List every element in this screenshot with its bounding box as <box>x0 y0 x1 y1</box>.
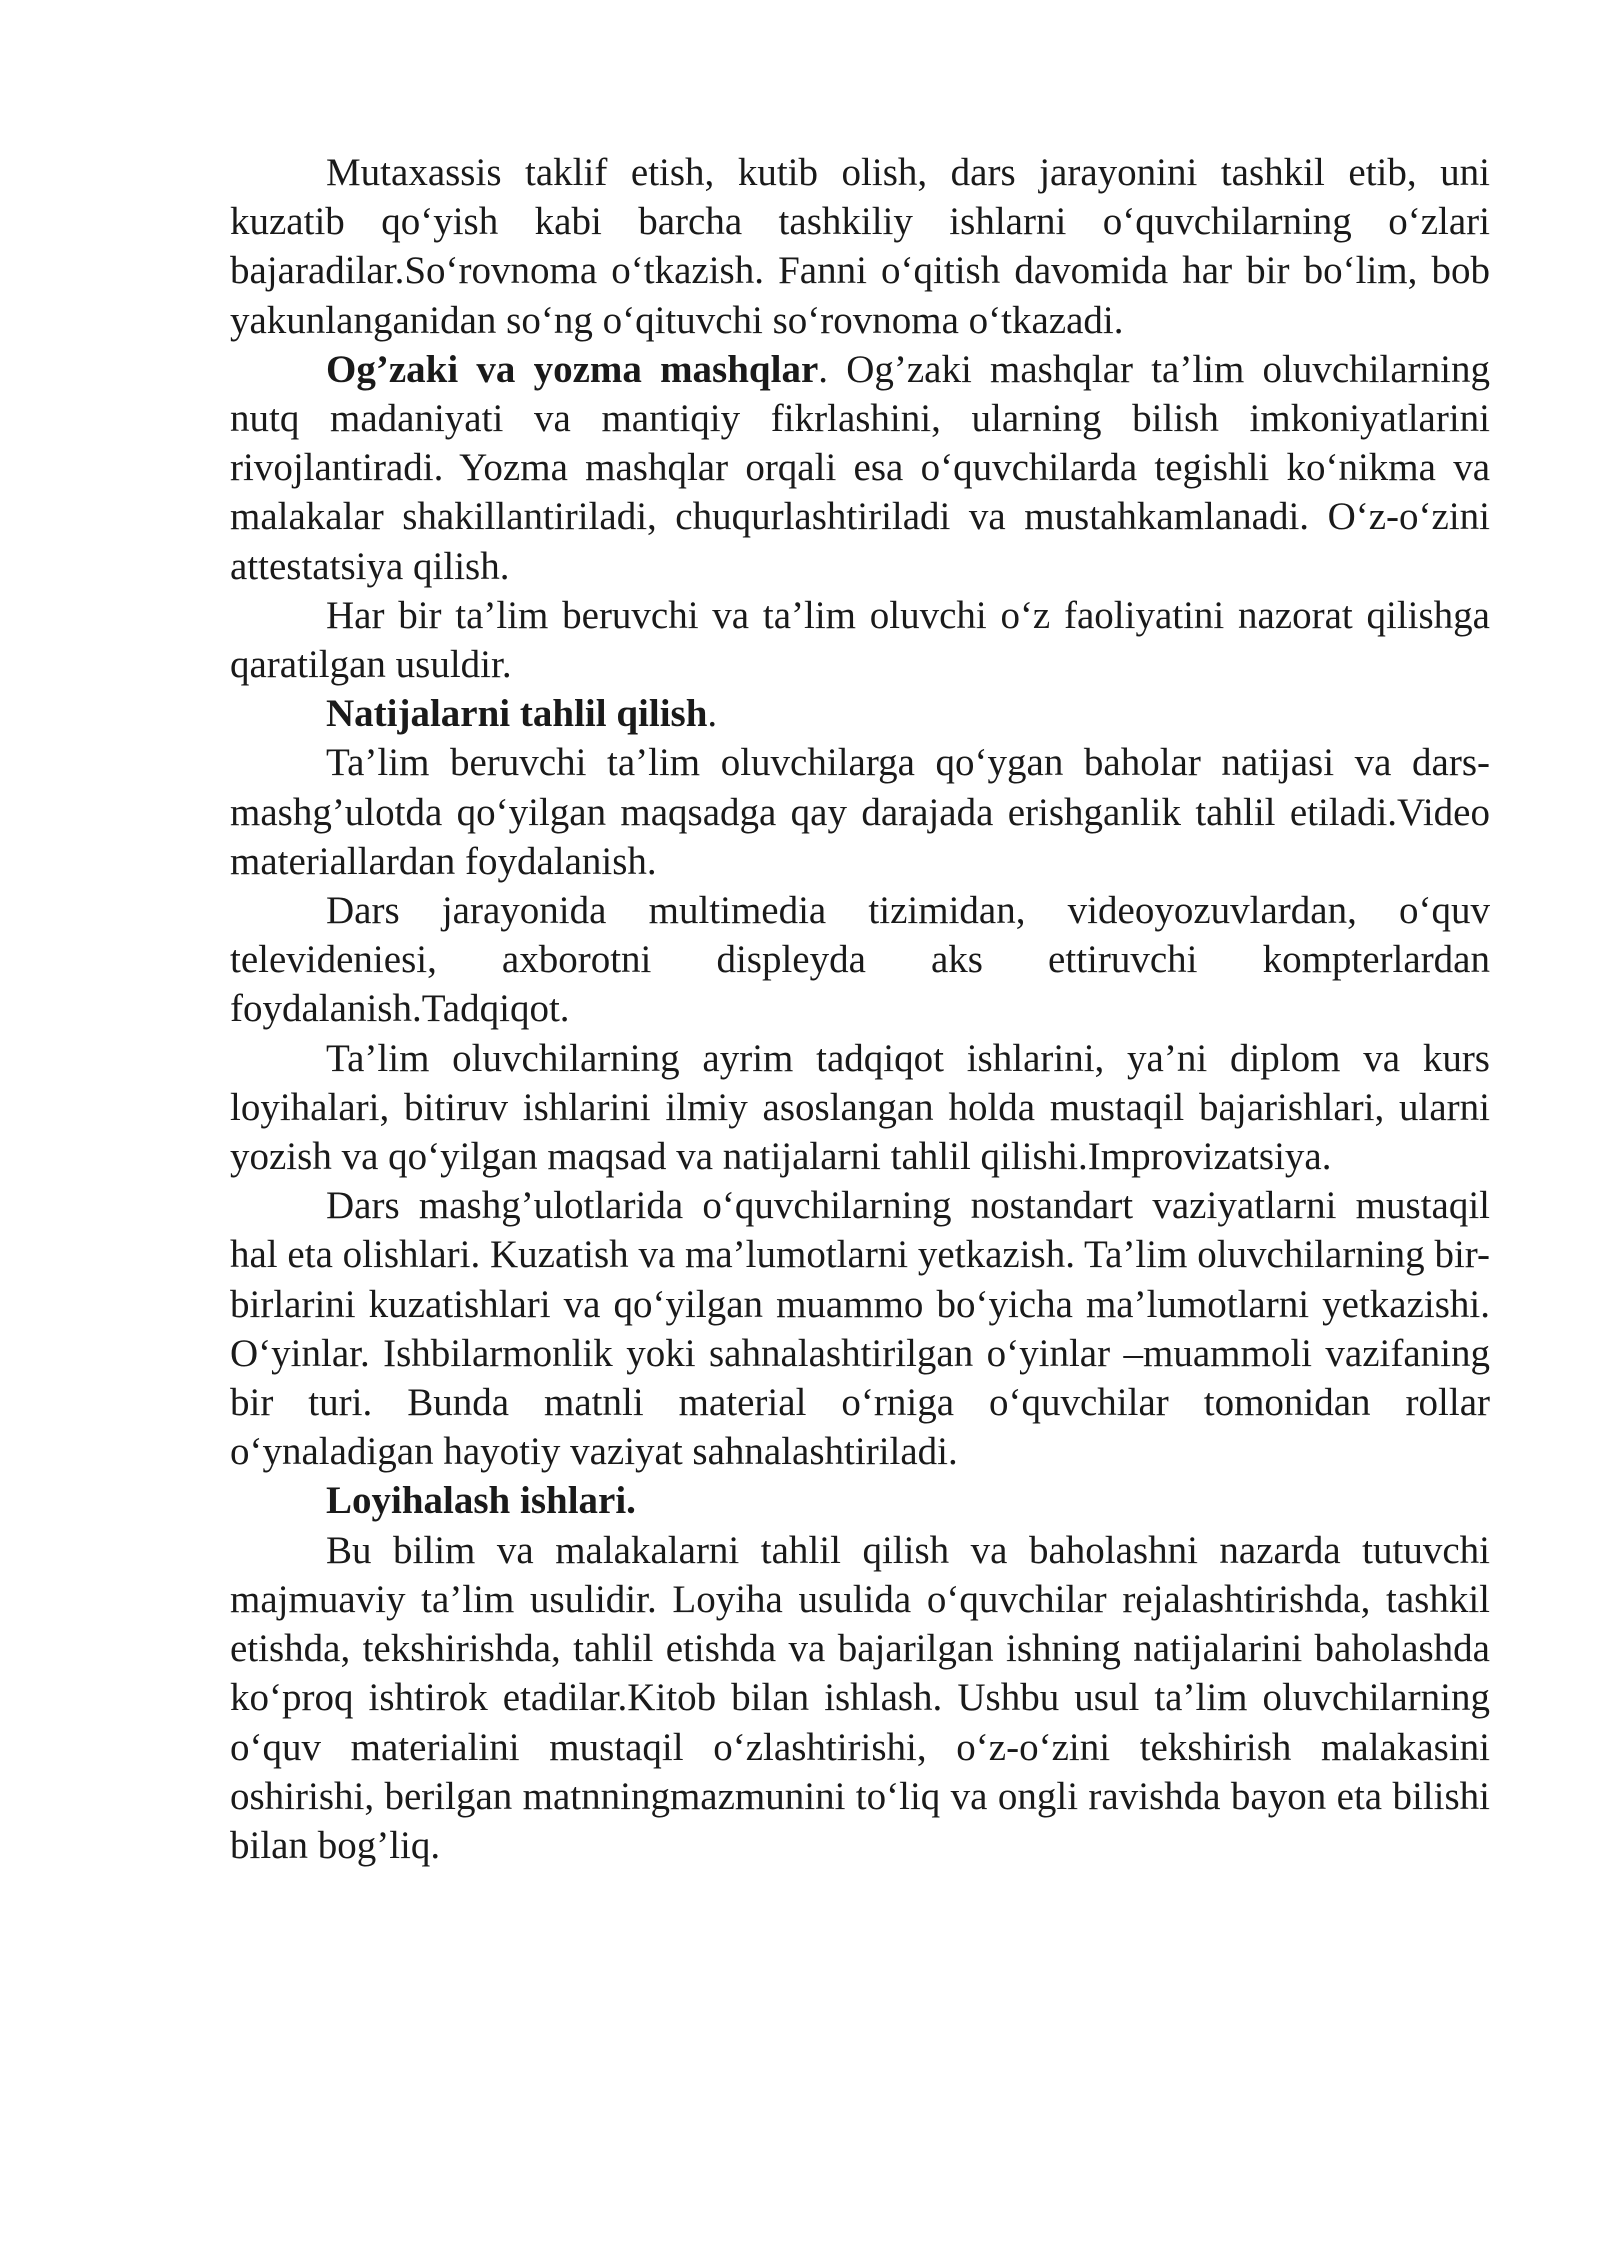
paragraph-loyihalash-heading <box>230 1476 1490 1525</box>
paragraph-video <box>230 886 1490 1034</box>
paragraph-text: Har bir ta’lim beruvchi va ta’lim oluvchi o‘z faoliyatini nazorat qilishga qaratilgan usuldir. <box>230 593 1490 687</box>
paragraph-text: Ta’lim beruvchi ta’lim oluvchilarga qo‘ygan baholar natijasi va dars-mashg’ulotda qo‘yilgan maqsadga qay darajada erishganlik tahlil etiladi.Video materiallardan foydalanish. <box>230 741 1490 883</box>
paragraph-text: Ta’lim oluvchilarning ayrim tadqiqot ishlarini, ya’ni diplom va kurs loyihalari, bitiruv ishlarini ilmiy asoslangan holda mustaqil bajarishlari, ularni yozish va qo‘yilgan maqsad va natijalarni tahlil qilishi.Improvizatsiya. <box>230 1036 1490 1179</box>
paragraph-text: Dars jarayonida multimedia tizimidan, videoyozuvlardan, o‘quv televideniesi, axborotni displeyda aks ettiruvchi kompterlardan foydalanish.Tadqiqot. <box>230 889 1490 1031</box>
paragraph-tadqiqot <box>230 1034 1490 1182</box>
document-page <box>230 148 1490 1870</box>
paragraph-attestatsiya <box>230 591 1490 689</box>
paragraph-mutaxassis <box>230 148 1490 345</box>
heading-punctuation: . <box>707 692 718 736</box>
paragraph-natijalarni-heading <box>230 689 1490 738</box>
paragraph-text: . Og’zaki mashqlar ta’lim oluvchilarning nutq madaniyati va mantiqiy fikrlashini, ularning bilish imkoniyatlarini rivojlantiradi. Yozma mashqlar orqali esa o‘quvchilarda tegishli ko‘nikma va malakalar shakillantiriladi, chuqurlashtiriladi va mustahkamlanadi. O‘z-o‘zini attestatsiya qilish. <box>230 347 1490 588</box>
paragraph-natijalarni-body <box>230 738 1490 886</box>
paragraph-text: Bu bilim va malakalarni tahlil qilish va baholashni nazarda tutuvchi majmuaviy ta’lim usulidir. Loyiha usulida o‘quvchilar rejalashtirishda, tashkil etishda, tekshirishda, tahlil etishda va bajarilgan ishning natijalarini baholashda ko‘proq ishtirok etadilar.Kitob bilan ishlash. Ushbu usul ta’lim oluvchilarning o‘quv materialini mustaqil o‘zlashtirishi, o‘z-o‘zini tekshirish malakasini oshirishi, berilgan matnningmazmunini to‘liq va ongli ravishda bayon eta bilishi bilan bog’liq. <box>230 1528 1490 1867</box>
section-heading-ogzaki-yozma-mashqlar: Og’zaki va yozma mashqlar <box>326 347 819 391</box>
paragraph-ogzaki-yozma <box>230 345 1490 591</box>
paragraph-text: Mutaxassis taklif etish, kutib olish, dars jarayonini tashkil etib, uni kuzatib qo‘yish kabi barcha tashkiliy ishlarni o‘quvchilarning o‘zlari bajaradilar.So‘rovnoma o‘tkazish. Fanni o‘qitish davomida har bir bo‘lim, bob yakunlanganidan so‘ng o‘qituvchi so‘rovnoma o‘tkazadi. <box>230 151 1490 342</box>
section-heading-natijalarni-tahlil-qilish: Natijalarni tahlil qilish <box>326 692 708 736</box>
paragraph-text: Dars mashg’ulotlarida o‘quvchilarning nostandart vaziyatlarni mustaqil hal eta olishlari. Kuzatish va ma’lumotlarni yetkazish. Ta’lim oluvchilarning bir-birlarini kuzatishlari va qo‘yilgan muammo bo‘yicha ma’lumotlarni yetkazishi. O‘yinlar. Ishbilarmonlik yoki sahnalashtirilgan o‘yinlar –muammoli vazifaning bir turi. Bunda matnli material o‘rniga o‘quvchilar tomonidan rollar o‘ynaladigan hayotiy vaziyat sahnalashtiriladi. <box>230 1184 1490 1474</box>
section-heading-loyihalash-ishlari: Loyihalash ishlari. <box>326 1479 636 1523</box>
paragraph-improvizatsiya <box>230 1181 1490 1476</box>
paragraph-loyihalash-body <box>230 1526 1490 1870</box>
